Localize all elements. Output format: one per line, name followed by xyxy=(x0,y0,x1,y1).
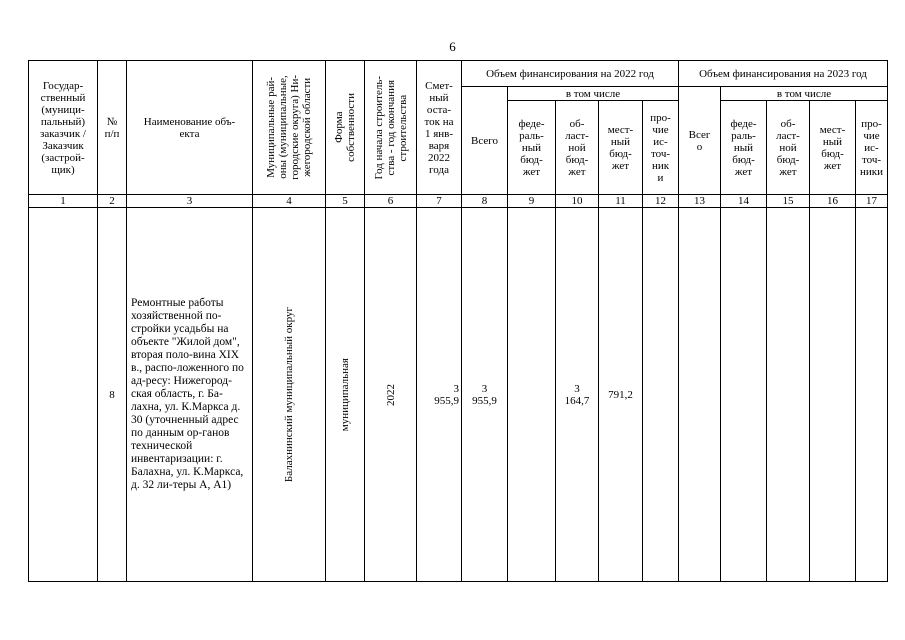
column-number: 16 xyxy=(810,195,856,208)
row-local-2022: 791,2 xyxy=(599,208,643,582)
column-number-row xyxy=(29,195,888,208)
row-ownership-cell xyxy=(326,208,365,582)
header-other-2023: про- чие ис- точ- ники xyxy=(856,101,888,195)
column-number: 8 xyxy=(462,195,508,208)
header-federal-2022: феде- раль- ный бюд- жет xyxy=(508,101,556,195)
row-other-2023 xyxy=(856,208,888,582)
row-years: 2022 xyxy=(384,383,397,406)
column-number: 7 xyxy=(417,195,462,208)
row-object-name: Ремонтные работы хозяйственной по-стройки усадьбы на объекте "Жилой дом", вторая поло-вина XIX в., распо-ложенного по ад-ресу: Нижегород-ская область, г. Ба-лахна, ул. К.Маркса д. 30 (уточненный адрес по данным ор-ганов технической инвентаризации: г. Балахна, ул. К.Маркса, д. 32 ли-теры А, А1) xyxy=(127,208,253,582)
column-number: 13 xyxy=(679,195,721,208)
header-federal-2023: феде- раль- ный бюд- жет xyxy=(721,101,767,195)
table-row xyxy=(29,208,888,582)
header-local-2023: мест- ный бюд- жет xyxy=(810,101,856,195)
column-number: 14 xyxy=(721,195,767,208)
header-other-2022: про- чие ис- точ- ник и xyxy=(643,101,679,195)
row-total-2023 xyxy=(679,208,721,582)
row-customer xyxy=(29,208,98,582)
column-number: 6 xyxy=(365,195,417,208)
column-number: 1 xyxy=(29,195,98,208)
header-years: Год начала строитель- ства - год окончания строительства xyxy=(372,75,409,180)
row-district-cell xyxy=(253,208,326,582)
header-object-name: Наименование объ- екта xyxy=(127,61,253,195)
row-years-cell xyxy=(365,208,417,582)
header-fin-2022: Объем финансирования на 2022 год xyxy=(462,61,679,87)
header-num: № п/п xyxy=(98,61,127,195)
row-regional-2022: 3 164,7 xyxy=(556,208,599,582)
header-districts-cell xyxy=(253,61,326,195)
header-total-2023: Всег о xyxy=(679,87,721,195)
row-district: Балахнинский муниципальный округ xyxy=(283,306,295,483)
column-number: 11 xyxy=(599,195,643,208)
header-customer: Государ- ственный (муници- пальный) заказчик / Заказчик (застрой- щик) xyxy=(29,61,98,195)
header-ownership: Форма собственности xyxy=(333,93,357,162)
header-districts: Муниципальные рай- оны (муниципальные, городские округа) Ни- жегородской области xyxy=(265,75,313,180)
row-ownership: муниципальная xyxy=(339,357,351,432)
row-federal-2022 xyxy=(508,208,556,582)
financing-table xyxy=(28,60,888,582)
header-total-2022: Всего xyxy=(462,87,508,195)
header-fin-2023: Объем финансирования на 2023 год xyxy=(679,61,888,87)
column-number: 15 xyxy=(767,195,810,208)
column-number: 3 xyxy=(127,195,253,208)
header-regional-2022: об- ласт- ной бюд- жет xyxy=(556,101,599,195)
row-local-2023 xyxy=(810,208,856,582)
page-number: 6 xyxy=(449,39,456,54)
row-regional-2023 xyxy=(767,208,810,582)
header-ownership-cell xyxy=(326,61,365,195)
row-other-2022 xyxy=(643,208,679,582)
header-regional-2023: об- ласт- ной бюд- жет xyxy=(767,101,810,195)
column-number: 2 xyxy=(98,195,127,208)
header-years-cell xyxy=(365,61,417,195)
header-incl-2022: в том числе xyxy=(508,87,679,101)
column-number: 12 xyxy=(643,195,679,208)
header-incl-2023: в том числе xyxy=(721,87,888,101)
column-number: 10 xyxy=(556,195,599,208)
column-number: 17 xyxy=(856,195,888,208)
row-num: 8 xyxy=(98,208,127,582)
column-number: 5 xyxy=(326,195,365,208)
row-remainder: 3 955,9 xyxy=(417,208,462,582)
row-total-2022: 3 955,9 xyxy=(462,208,508,582)
column-number: 9 xyxy=(508,195,556,208)
column-number: 4 xyxy=(253,195,326,208)
header-remainder: Смет- ный оста- ток на 1 янв- варя 2022 года xyxy=(417,61,462,195)
row-federal-2023 xyxy=(721,208,767,582)
header-local-2022: мест- ный бюд- жет xyxy=(599,101,643,195)
